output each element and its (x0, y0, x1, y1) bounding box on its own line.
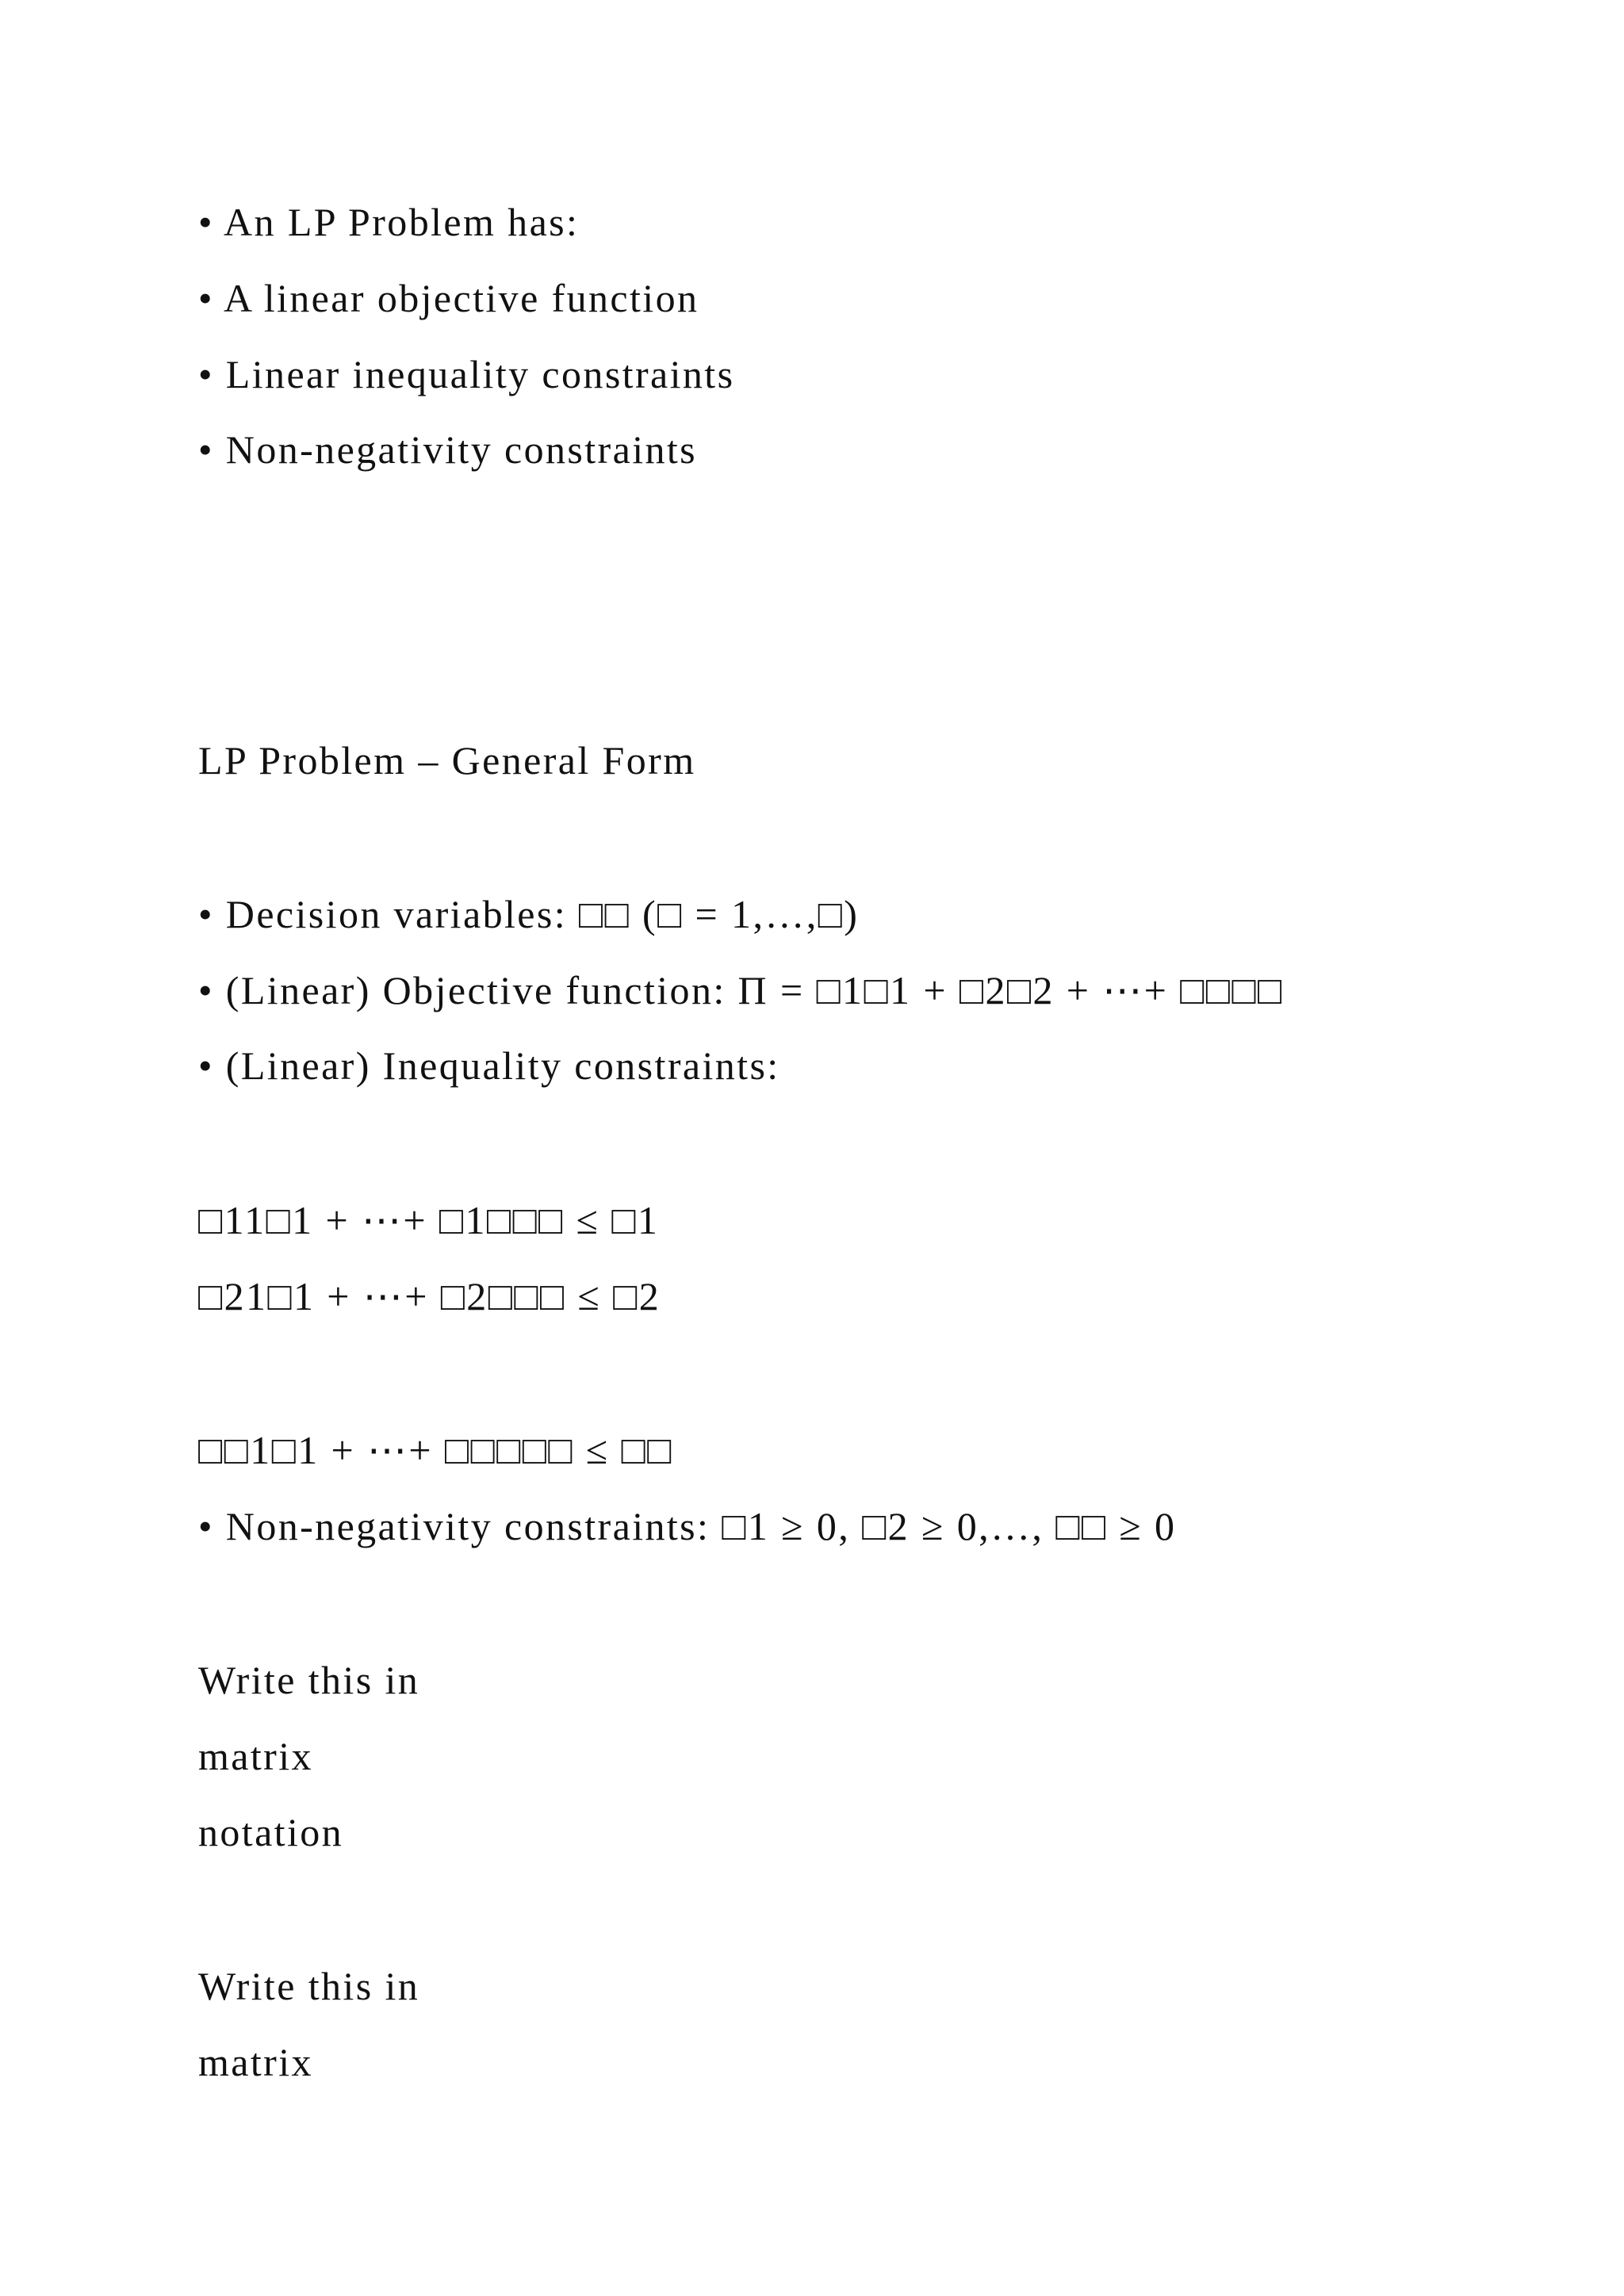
intro-bullet: • Linear inequality constraints (198, 352, 735, 396)
decision-variables-bullet: • Decision variables: □□ (□ = 1,…,□) (198, 892, 860, 936)
constraint-row: □□1□1 + ⋯+ □□□□□ ≤ □□ (198, 1428, 673, 1472)
inequality-constraints-bullet: • (Linear) Inequality constraints: (198, 1043, 780, 1088)
constraint-row: □11□1 + ⋯+ □1□□□ ≤ □1 (198, 1198, 660, 1242)
intro-bullet: • Non-negativity constraints (198, 427, 698, 472)
note-line: notation (198, 1810, 344, 1854)
note-line: Write this in (198, 1658, 420, 1702)
objective-function-bullet: • (Linear) Objective function: Π = □1□1 + □2□2 + ⋯+ □□□□ (198, 968, 1284, 1012)
section-heading: LP Problem – General Form (198, 738, 696, 783)
intro-bullet: • A linear objective function (198, 276, 699, 320)
nonnegativity-bullet: • Non-negativity constraints: □1 ≥ 0, □2 ≥ 0,…, □□ ≥ 0 (198, 1504, 1177, 1548)
note-line: matrix (198, 2040, 313, 2084)
intro-line: • An LP Problem has: (198, 200, 580, 244)
note-line: Write this in (198, 1964, 420, 2008)
note-line: matrix (198, 1734, 313, 1778)
constraint-row: □21□1 + ⋯+ □2□□□ ≤ □2 (198, 1274, 661, 1318)
